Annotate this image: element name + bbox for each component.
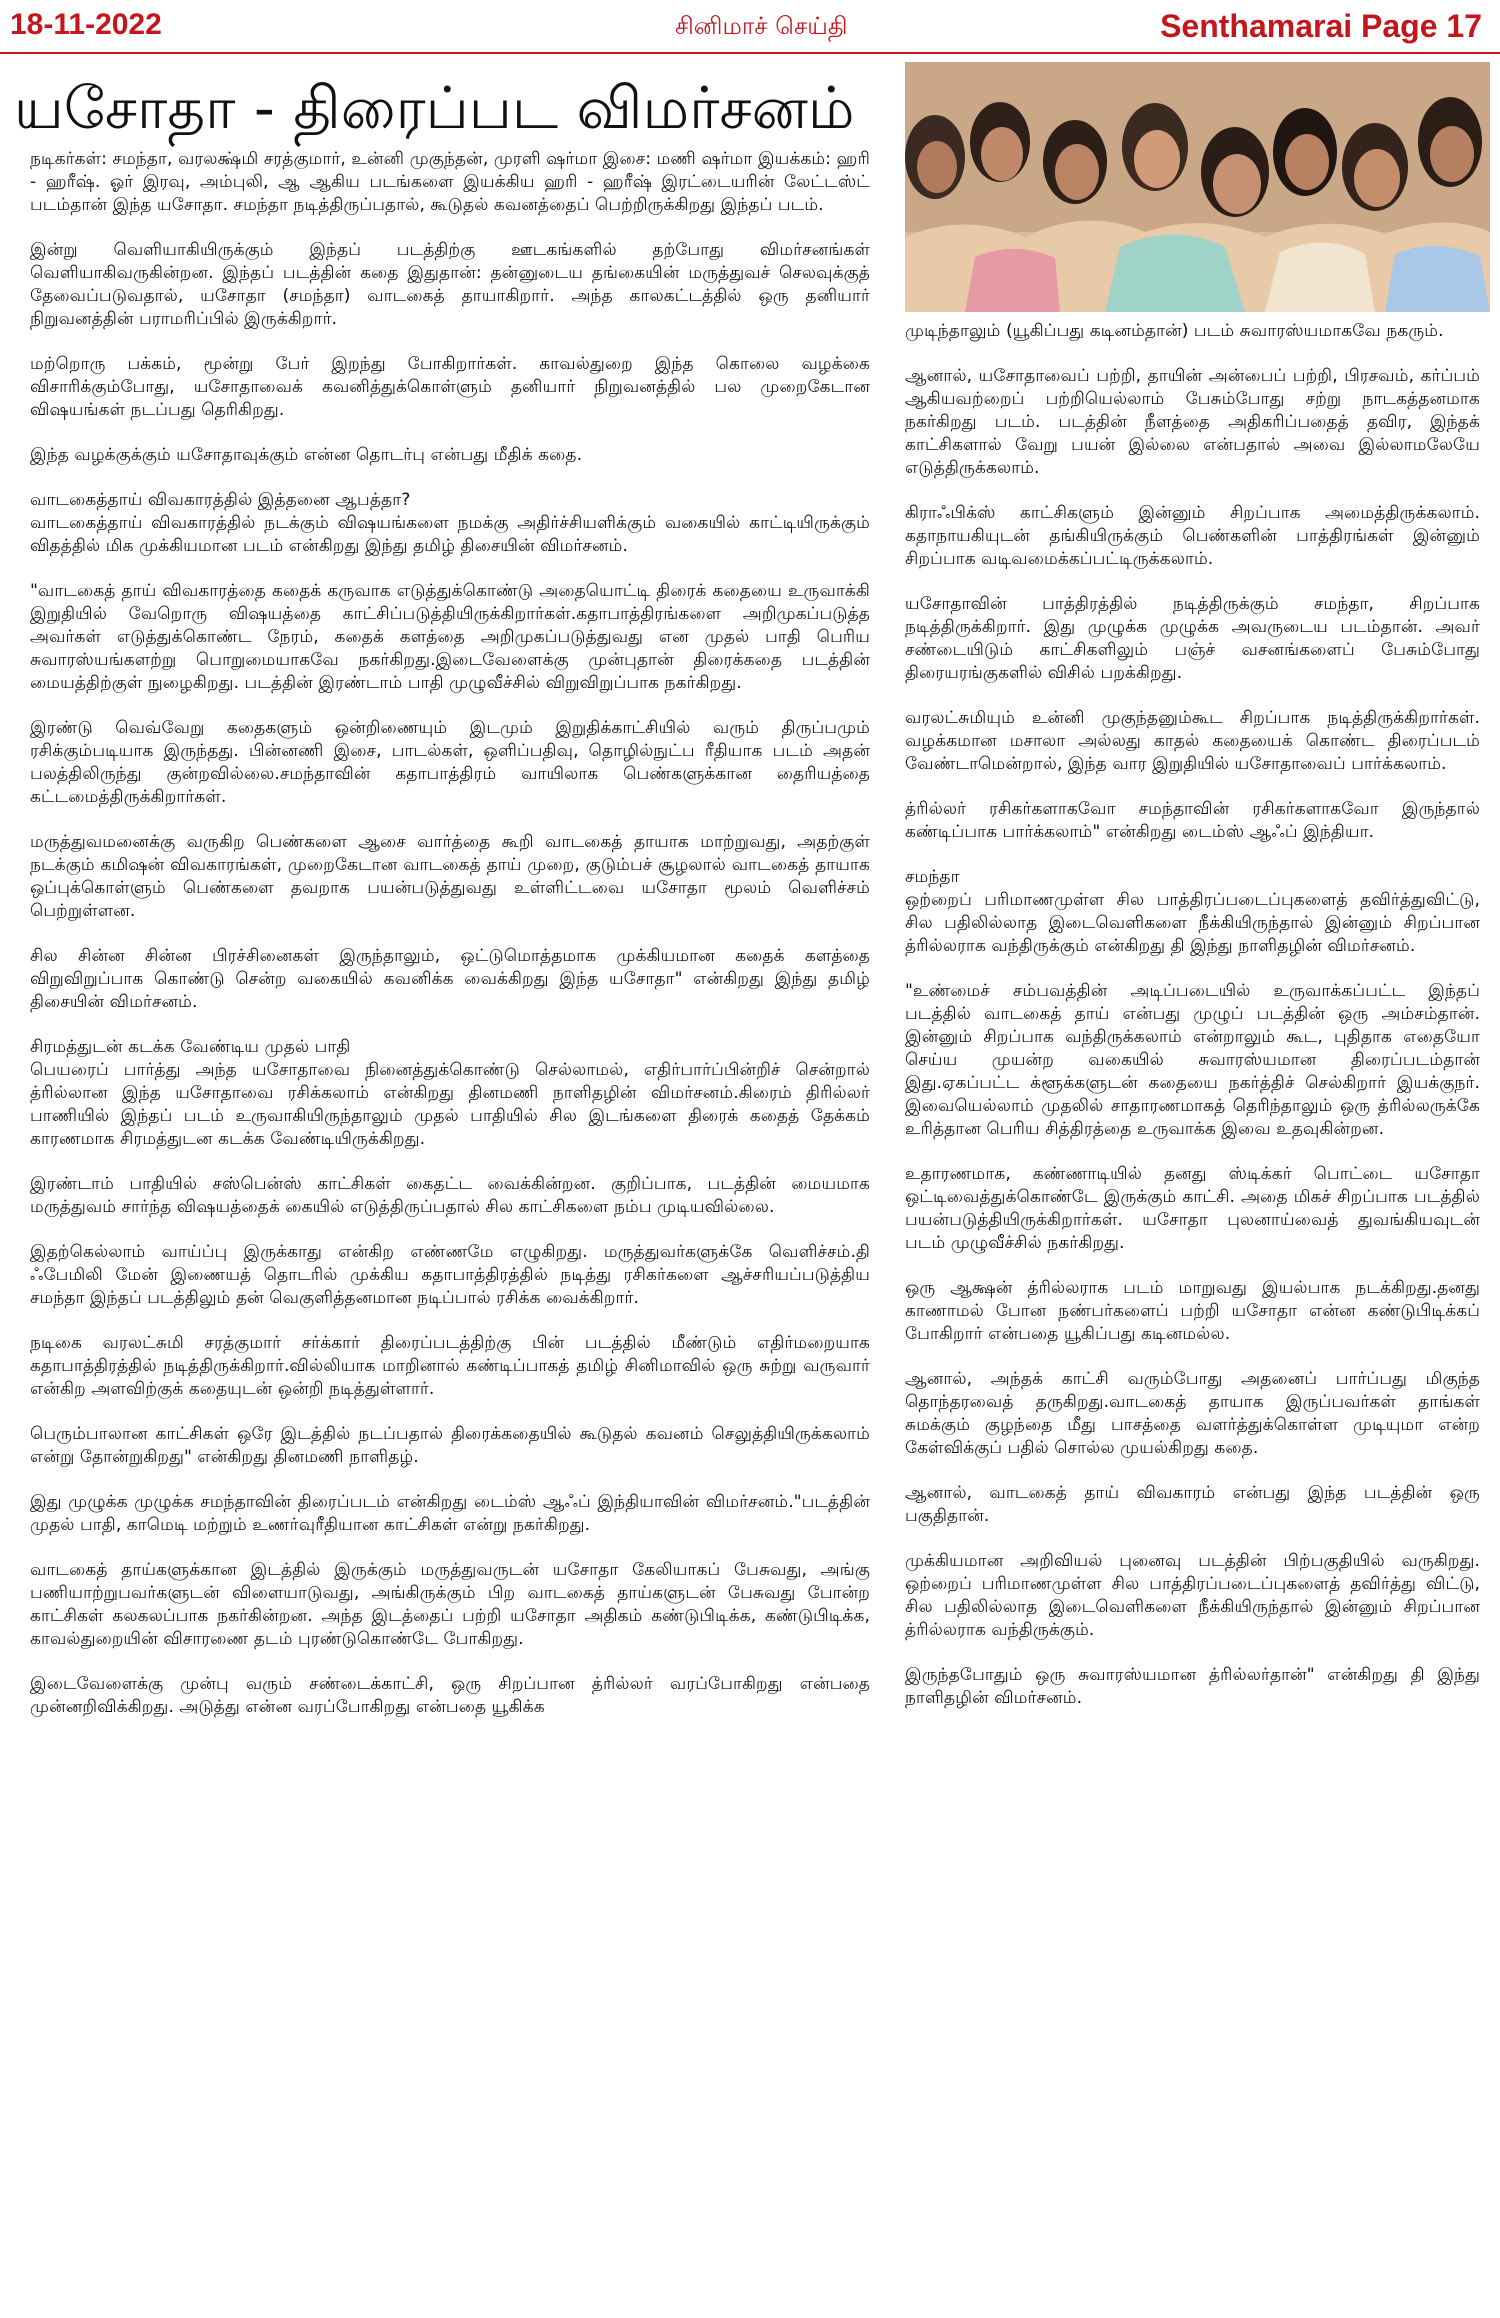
paragraph: பெரும்பாலான காட்சிகள் ஒரே இடத்தில் நடப்பதால் திரைக்கதையில் கூடுதல் கவனம் செலுத்தியிருக்கலாம் என்று தோன்றுகிறது" என்கிறது தினமணி நாளிதழ்.	[30, 1424, 870, 1467]
paragraph: முடிந்தாலும் (யூகிப்பது கடினம்தான்) படம் சுவாரஸ்யமாகவே நகரும்.	[905, 321, 1444, 341]
page-header	[0, 0, 1500, 54]
page-label: Senthamarai Page 17	[1160, 8, 1482, 44]
paragraph: "உண்மைச் சம்பவத்தின் அடிப்படையில் உருவாக்கப்பட்ட இந்தப் படத்தில் வாடகைத் தாய் என்பது முழுப் படத்தின் ஒரு அம்சம்தான். இன்னும் சிறப்பாக வந்திருக்கலாம் என்றாலும் கூட, புதிதாக எதையோ செய்ய முயன்ற வகையில் சுவாரஸ்யமான திரைப்படம்தான் இது.ஏகப்பட்ட க்ளூக்களுடன் கதையை நகர்த்திச் செல்கிறார் இயக்குநர். இவையெல்லாம் முதலில் சாதாரணமாகத் தெரிந்தாலும் ஒரு த்ரில்லருக்கே உரித்தான பெரிய சித்திரத்தை உருவாக்க இவை உதவுகின்றன.	[905, 981, 1480, 1139]
paragraph: சமந்தா ஒற்றைப் பரிமாணமுள்ள சில பாத்திரப்படைப்புகளைத் தவிர்த்துவிட்டு, சில பதிலில்லாத இடைவெளிகளை நீக்கியிருந்தால் இன்னும் சிறப்பான த்ரில்லராக வந்திருக்கும் என்கிறது தி இந்து நாளிதழின் விமர்சனம்.	[905, 867, 1480, 956]
paragraph: மற்றொரு பக்கம், மூன்று பேர் இறந்து போகிறார்கள். காவல்துறை இந்த கொலை வழக்கை விசாரிக்கும்போது, யசோதாவைக் கவனித்துக்கொள்ளும் தனியார் நிறுவனத்தில் பல முறைகேடான விஷயங்கள் நடப்பது தெரிகிறது.	[30, 354, 870, 420]
paragraph: வாடகைத் தாய்களுக்கான இடத்தில் இருக்கும் மருத்துவருடன் யசோதா கேலியாகப் பேசுவது, அங்கு பணியாற்றுபவர்களுடன் விளையாடுவது, அங்கிருக்கும் பிற வாடகைத் தாய்களுடன் பேசுவது போன்ற காட்சிகள் கலகலப்பாக நகர்கின்றன. அந்த இடத்தைப் பற்றி யசோதா அதிகம் கண்டுபிடிக்க, கண்டுபிடிக்க, காவல்துறையின் விசாரணை தடம் புரண்டுகொண்டே போகிறது.	[30, 1560, 870, 1649]
paragraph: சில சின்ன சின்ன பிரச்சினைகள் இருந்தாலும், ஒட்டுமொத்தமாக முக்கியமான கதைக் களத்தை விறுவிறுப்பாக கொண்டு சென்ற வகையில் கவனிக்க வைக்கிறது இந்த யசோதா" என்கிறது இந்து தமிழ் திசையின் விமர்சனம்.	[30, 946, 870, 1012]
paragraph: ஆனால், யசோதாவைப் பற்றி, தாயின் அன்பைப் பற்றி, பிரசவம், கர்ப்பம் ஆகியவற்றைப் பற்றியெல்லாம் பேசும்போது சற்று நாடகத்தனமாக நகர்கிறது படம். படத்தின் நீளத்தை அதிகரிப்பதைத் தவிர, இந்தக் காட்சிகளால் வேறு பயன் இல்லை என்பதால் அவை இல்லாமலேயே எடுத்திருக்கலாம்.	[905, 366, 1480, 478]
paragraph: இரண்டு வெவ்வேறு கதைகளும் ஒன்றிணையும் இடமும் இறுதிக்காட்சியில் வரும் திருப்பமும் ரசிக்கும்படியாக இருந்தது. பின்னணி இசை, பாடல்கள், ஒளிப்பதிவு, தொழில்நுட்ப ரீதியாக படம் அதன் பலத்திலிருந்து குன்றவில்லை.சமந்தாவின் கதாபாத்திரம் வாயிலாக பெண்களுக்கான தைரியத்தை கட்டமைத்திருக்கிறார்கள்.	[30, 718, 870, 807]
paragraph: கிராஃபிக்ஸ் காட்சிகளும் இன்னும் சிறப்பாக அமைத்திருக்கலாம். கதாநாயகியுடன் தங்கியிருக்கும் பெண்களின் பாத்திரங்கள் இன்னும் சிறப்பாக வடிவமைக்கப்பட்டிருக்கலாம்.	[905, 503, 1480, 569]
paragraph: "வாடகைத் தாய் விவகாரத்தை கதைக் கருவாக எடுத்துக்கொண்டு அதையொட்டி திரைக் கதையை உருவாக்கி இறுதியில் வேறொரு விஷயத்தை காட்சிப்படுத்தியிருக்கிறார்கள்.கதாபாத்திரங்களை அறிமுகப்படுத்த அவர்கள் எடுத்துக்கொண்ட நேரம், கதைக் களத்தை அறிமுகப்படுத்துவது என முதல் பாதி பெரிய சுவாரஸ்யங்களற்று பொறுமையாகவே நகர்கிறது.இடைவேளைக்கு முன்புதான் திரைக்கதை படத்தின் மையத்திற்குள் நுழைகிறது. படத்தின் இரண்டாம் பாதி முழுவீச்சில் விறுவிறுப்பாக நகர்கிறது.	[30, 581, 870, 693]
paragraph: இது முழுக்க முழுக்க சமந்தாவின் திரைப்படம் என்கிறது டைம்ஸ் ஆஃப் இந்தியாவின் விமர்சனம்."படத்தின் முதல் பாதி, காமெடி மற்றும் உணர்வுரீதியான காட்சிகள் என்று நகர்கிறது.	[30, 1492, 870, 1535]
paragraph: இரண்டாம் பாதியில் சஸ்பென்ஸ் காட்சிகள் கைதட்ட வைக்கின்றன. குறிப்பாக, படத்தின் மையமாக மருத்துவம் சார்ந்த விஷயத்தைக் கையில் எடுத்திருப்பதால் சில காட்சிகளை நம்ப முடியவில்லை.	[30, 1174, 870, 1217]
issue-date: 18-11-2022	[10, 8, 162, 41]
paragraph: நடிகை வரலட்சுமி சரத்குமார் சர்க்கார் திரைப்படத்திற்கு பின் படத்தில் மீண்டும் எதிர்மறையாக கதாபாத்திரத்தில் நடித்திருக்கிறார்.வில்லியாக மாறினால் கண்டிப்பாகத் தமிழ் சினிமாவில் ஒரு சுற்று வருவார் என்கிற அளவிற்குக் கதையுடன் ஒன்றி நடித்துள்ளார்.	[30, 1333, 870, 1399]
paragraph: ஆனால், அந்தக் காட்சி வரும்போது அதனைப் பார்ப்பது மிகுந்த தொந்தரவைத் தருகிறது.வாடகைத் தாயாக இருப்பவர்கள் தாங்கள் சுமக்கும் குழந்தை மீது பாசத்தை வளர்த்துக்கொள்ள முடியுமா என்ற கேள்விக்குப் பதில் சொல்ல முயல்கிறது கதை.	[905, 1369, 1480, 1458]
group-photo-illustration	[905, 62, 1490, 312]
paragraph: முக்கியமான அறிவியல் புனைவு படத்தின் பிற்பகுதியில் வருகிறது. ஒற்றைப் பரிமாணமுள்ள சில பாத்திரப்படைப்புகளைத் தவிர்த்து விட்டு, சில பதிலில்லாத இடைவெளிகளை நீக்கியிருந்தால் இன்னும் சிறப்பான த்ரில்லராக வந்திருக்கும்.	[905, 1551, 1480, 1640]
paragraph: யசோதாவின் பாத்திரத்தில் நடித்திருக்கும் சமந்தா, சிறப்பாக நடித்திருக்கிறார். இது முழுக்க முழுக்க அவருடைய படம்தான். அவர் சண்டையிடும் காட்சிகளிலும் பஞ்ச் வசனங்களைப் பேசும்போது திரையரங்குகளில் விசில் பறக்கிறது.	[905, 594, 1480, 683]
paragraph: இடைவேளைக்கு முன்பு வரும் சண்டைக்காட்சி, ஒரு சிறப்பான த்ரில்லர் வரப்போகிறது என்பதை முன்னறிவிக்கிறது. அடுத்து என்ன வரப்போகிறது என்பதை யூகிக்க	[30, 1674, 870, 1717]
article-body-right-column	[905, 320, 1480, 2305]
paragraph: மருத்துவமனைக்கு வருகிற பெண்களை ஆசை வார்த்தை கூறி வாடகைத் தாயாக மாற்றுவது, அதற்குள் நடக்கும் கமிஷன் விவகாரங்கள், முறைகேடான வாடகைத் தாய் முறை, குடும்பச் சூழலால் வாடகைத் தாயாக ஒப்புக்கொள்ளும் பெண்களை தவறாக பயன்படுத்துவது உள்ளிட்டவை யசோதா மூலம் வெளிச்சம் பெற்றுள்ளன.	[30, 832, 870, 921]
movie-still-photo	[905, 62, 1490, 312]
paragraph: வாடகைத்தாய் விவகாரத்தில் இத்தனை ஆபத்தா? வாடகைத்தாய் விவகாரத்தில் நடக்கும் விஷயங்களை நமக்கு அதிர்ச்சியளிக்கும் வகையில் காட்டியிருக்கும் விதத்தில் மிக முக்கியமான படம் என்கிறது இந்து தமிழ் திசையின் விமர்சனம்.	[30, 490, 870, 556]
paragraph: இதற்கெல்லாம் வாய்ப்பு இருக்காது என்கிற எண்ணமே எழுகிறது. மருத்துவர்களுக்கே வெளிச்சம்.தி ஃபேமிலி மேன் இணையத் தொடரில் முக்கிய கதாபாத்திரத்தில் நடித்து ரசிகர்களை ஆச்சரியப்படுத்திய சமந்தா இந்தப் படத்திலும் தன் வெகுளித்தனமான நடிப்பால் ரசிக்க வைக்கிறார்.	[30, 1242, 870, 1308]
paragraph: இருந்தபோதும் ஒரு சுவாரஸ்யமான த்ரில்லர்தான்" என்கிறது தி இந்து நாளிதழின் விமர்சனம்.	[905, 1665, 1480, 1708]
paragraph: ஆனால், வாடகைத் தாய் விவகாரம் என்பது இந்த படத்தின் ஒரு பகுதிதான்.	[905, 1483, 1480, 1526]
paragraph: வரலட்சுமியும் உன்னி முகுந்தனும்கூட சிறப்பாக நடித்திருக்கிறார்கள். வழக்கமான மசாலா அல்லது காதல் கதையைக் கொண்ட திரைப்படம் வேண்டாமென்றால், இந்த வார இறுதியில் யசோதாவைப் பார்க்கலாம்.	[905, 708, 1480, 774]
paragraph: இந்த வழக்குக்கும் யசோதாவுக்கும் என்ன தொடர்பு என்பது மீதிக் கதை.	[30, 445, 583, 465]
article-title: யசோதா - திரைப்பட விமர்சனம்	[14, 74, 855, 142]
paragraph: சிரமத்துடன் கடக்க வேண்டிய முதல் பாதி பெயரைப் பார்த்து அந்த யசோதாவை நினைத்துக்கொண்டு செல்லாமல், எதிர்பார்ப்பின்றிச் சென்றால் த்ரில்லான இந்த யசோதாவை ரசிக்கலாம் என்கிறது தினமணி நாளிதழின் விமர்சனம்.கிரைம் திரில்லர் பாணியில் இந்தப் படம் உருவாகியிருந்தாலும் முதல் பாதியில் சில இடங்களை திரைக் கதைத் தேக்கம் காரணமாக சிரமத்துடன கடக்க வேண்டியிருக்கிறது.	[30, 1037, 870, 1149]
section-name: சினிமாச் செய்தி	[675, 12, 848, 40]
paragraph: நடிகர்கள்: சமந்தா, வரலக்ஷ்மி சரத்குமார், உன்னி முகுந்தன், முரளி ஷர்மா இசை: மணி ஷர்மா இயக்கம்: ஹரி - ஹரீஷ். ஓர் இரவு, அம்புலி, ஆ ஆகிய படங்களை இயக்கிய ஹரி - ஹரீஷ் இரட்டையரின் லேட்டஸ்ட் படம்தான் இந்த யசோதா. சமந்தா நடித்திருப்பதால், கூடுதல் கவனத்தைப் பெற்றிருக்கிறது இந்தப் படம்.	[30, 149, 870, 215]
article-body-left-column	[30, 148, 870, 2308]
paragraph: உதாரணமாக, கண்ணாடியில் தனது ஸ்டிக்கர் பொட்டை யசோதா ஒட்டிவைத்துக்கொண்டே இருக்கும் காட்சி. அதை மிகச் சிறப்பாக படத்தில் பயன்படுத்தியிருக்கிறார்கள். யசோதா புலனாய்வைத் துவங்கியவுடன் படம் முழுவீச்சில் நகர்கிறது.	[905, 1164, 1480, 1253]
paragraph: ஒரு ஆக்ஷன் த்ரில்லராக படம் மாறுவது இயல்பாக நடக்கிறது.தனது காணாமல் போன நண்பர்களைப் பற்றி யசோதா என்ன கண்டுபிடிக்கப் போகிறார் என்பதை யூகிப்பது கடினமல்ல.	[905, 1278, 1480, 1344]
paragraph: த்ரில்லர் ரசிகர்களாகவோ சமந்தாவின் ரசிகர்களாகவோ இருந்தால் கண்டிப்பாக பார்க்கலாம்" என்கிறது டைம்ஸ் ஆஃப் இந்தியா.	[905, 799, 1480, 842]
paragraph: இன்று வெளியாகியிருக்கும் இந்தப் படத்திற்கு ஊடகங்களில் தற்போது விமர்சனங்கள் வெளியாகிவருகின்றன. இந்தப் படத்தின் கதை இதுதான்: தன்னுடைய தங்கையின் மருத்துவச் செலவுக்குத் தேவைப்படுவதால், யசோதா (சமந்தா) வாடகைத் தாயாகிறார். அந்த காலகட்டத்தில் ஒரு தனியார் நிறுவனத்தின் பராமரிப்பில் இருக்கிறார்.	[30, 240, 870, 329]
